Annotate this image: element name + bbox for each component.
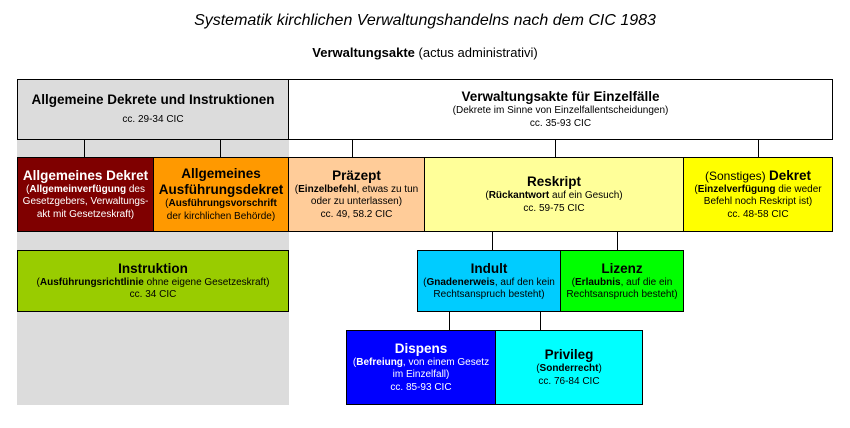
allgemeines-dekret-heading: Allgemeines Dekret <box>22 167 149 183</box>
sonstiges-dekret-heading: (Sonstiges) Dekret <box>704 167 812 183</box>
reskript-canons: cc. 59-75 CIC <box>523 202 585 214</box>
praezept-desc: (Einzelbefehl, etwas zu tun oder zu unterlassen) <box>294 183 419 208</box>
indult-heading: Indult <box>470 260 508 276</box>
praezept-box <box>288 157 425 232</box>
instruktion-desc: (Ausführungsrichtlinie ohne eigene Gesetzeskraft) <box>36 276 270 288</box>
dispens-desc: (Befreiung, von einem Gesetz im Einzelfall) <box>352 356 490 381</box>
individual-acts-box <box>288 79 833 140</box>
ausfuehrungsdekret-heading: Allgemeines Ausführungsdekret <box>158 166 284 197</box>
privileg-heading: Privileg <box>544 347 594 362</box>
ausfuehrungsdekret-box <box>153 157 289 232</box>
sonstiges-dekret-canons: cc. 48-58 CIC <box>727 208 789 220</box>
dispens-box <box>346 330 496 405</box>
individual-acts-canons: cc. 35-93 CIC <box>529 117 592 129</box>
reskript-box <box>424 157 684 232</box>
indult-box <box>417 250 561 312</box>
individual-acts-desc: (Dekrete im Sinne von Einzelfallentscheidungen) <box>452 105 669 116</box>
indult-desc: (Gnadenerweis, auf den kein Rechtsanspruch besteht) <box>423 276 555 300</box>
general-decrees-heading: Allgemeine Dekrete und Instruktionen <box>31 92 275 108</box>
reskript-heading: Reskript <box>526 174 582 189</box>
individual-acts-heading: Verwaltungsakte für Einzelfälle <box>461 89 660 104</box>
privileg-desc: (Sonderrecht) <box>536 363 602 374</box>
ausfuehrungsdekret-desc: (Ausführungsvorschrift der kirchlichen Behörde) <box>165 198 277 222</box>
instruktion-box <box>17 250 289 312</box>
subtitle-bold: Verwaltungsakte <box>312 45 415 60</box>
reskript-desc: (Rückantwort auf ein Gesuch) <box>485 190 623 201</box>
instruktion-canons: cc. 34 CIC <box>129 289 177 300</box>
diagram-title: Systematik kirchlichen Verwaltungshandelns nach dem CIC 1983 <box>194 12 656 29</box>
instruktion-heading: Instruktion <box>118 260 188 276</box>
lizenz-box <box>560 250 684 312</box>
privileg-box <box>495 330 643 405</box>
general-decrees-box <box>17 79 289 140</box>
sonstiges-dekret-box <box>683 157 833 232</box>
lizenz-heading: Lizenz <box>601 260 643 276</box>
sonstiges-dekret-desc: (Einzelverfügung die weder Befehl noch Reskript ist) <box>694 183 822 208</box>
subtitle-rest: (actus administrativi) <box>418 45 538 60</box>
dispens-canons: cc. 85-93 CIC <box>390 381 452 393</box>
dispens-heading: Dispens <box>394 340 448 356</box>
allgemeines-dekret-box <box>17 157 154 232</box>
general-decrees-canons: cc. 29-34 CIC <box>122 114 184 126</box>
allgemeines-dekret-desc: (Allgemeinverfügung des Gesetzgebers, Verwaltungsakt mit Gesetzeskraft) <box>22 183 149 220</box>
lizenz-desc: (Erlaubnis, auf die ein Rechtsanspruch besteht) <box>566 276 678 300</box>
praezept-canons: cc. 49, 58.2 CIC <box>320 208 393 220</box>
praezept-heading: Präzept <box>332 167 381 183</box>
privileg-canons: cc. 76-84 CIC <box>538 375 600 387</box>
